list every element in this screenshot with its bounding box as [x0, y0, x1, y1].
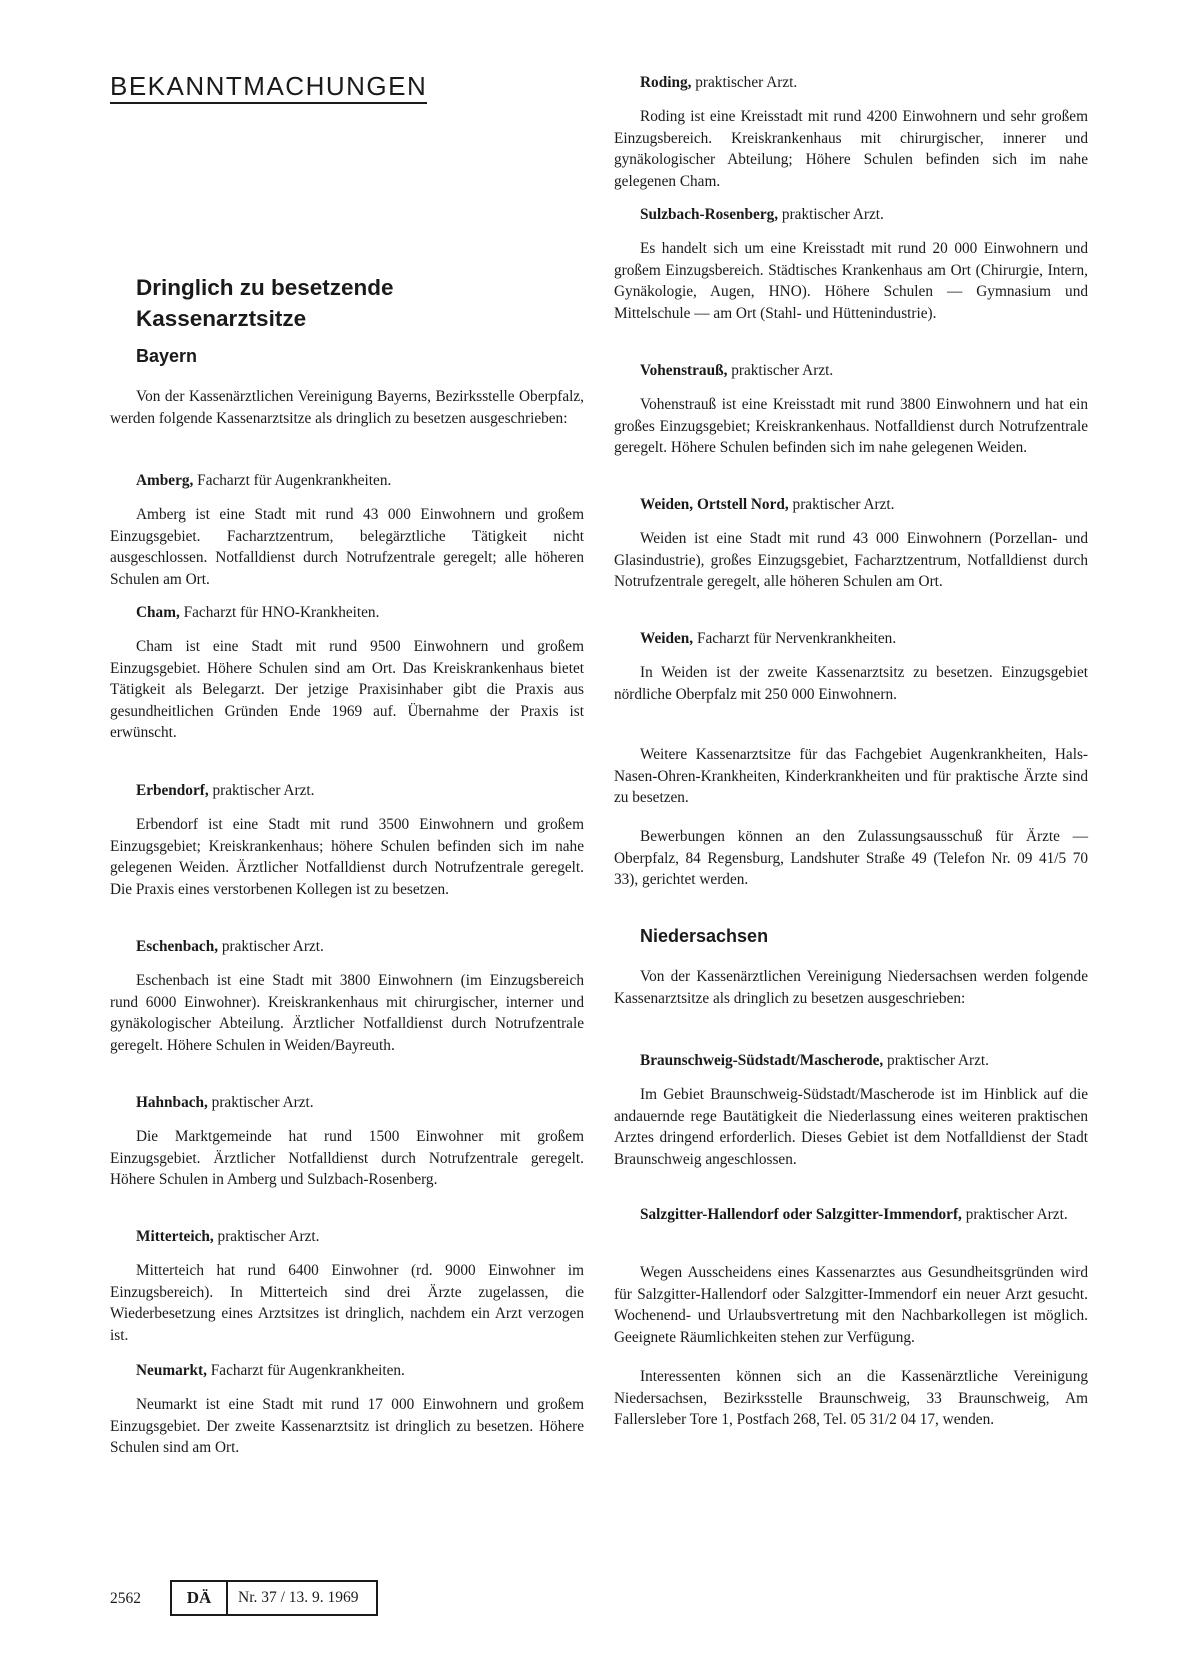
- entry-text: Roding ist eine Kreisstadt mit rund 4200 Einwohnern und sehr großem Einzugsbereich. Kreiskrankenhaus mit chirurgischer, innerer und gynäkologischer Abteilung; Höhere Schulen befinden sich im nahe gelegenen Cham.: [614, 108, 1088, 190]
- entry-place: Eschenbach,: [136, 938, 219, 955]
- entry-place: Salzgitter-Hallendorf oder Salzgitter-Immendorf,: [640, 1206, 962, 1223]
- entry-title: [110, 470, 584, 492]
- entry-title: [614, 1050, 1088, 1072]
- entry-title: [110, 780, 584, 802]
- entry-text: Es handelt sich um eine Kreisstadt mit rund 20 000 Einwohnern und großem Einzugsbereich. Städtisches Krankenhaus am Ort (Chirurgie, Intern, Gynäkologie, Augen, HNO). Höhere Schulen — Gymnasium und Mittelschule — am Ort (Stahl- und Hüttenindustrie).: [614, 240, 1088, 322]
- entry-role: praktischer Arzt.: [691, 74, 798, 91]
- entry-role: praktischer Arzt.: [213, 1228, 320, 1245]
- entry-place: Neumarkt,: [136, 1362, 207, 1379]
- entry-place: Amberg,: [136, 472, 194, 489]
- intro-bayern: Von der Kassenärztlichen Vereinigung Bayerns, Bezirksstelle Oberpfalz, werden folgende Kassenarztsitze als dringlich zu besetzen ausgeschrieben:: [110, 388, 584, 427]
- entry-text: Cham ist eine Stadt mit rund 9500 Einwohnern und großem Einzugsgebiet. Höhere Schulen sind am Ort. Das Kreiskrankenhaus bietet Tätigkeit als Belegarzt. Der jetzige Praxisinhaber gibt die Praxis aus gesundheitlichen Gründen Ende 1969 auf. Übernahme der Praxis ist erwünscht.: [110, 638, 584, 741]
- entry-title: [614, 360, 1088, 382]
- entry-text: Weiden ist eine Stadt mit rund 43 000 Einwohnern (Porzellan- und Glasindustrie), großes Einzugsgebiet, Facharztzentrum, Notfalldienst durch Notrufzentrale geregelt, alle höheren Schulen am Ort.: [614, 530, 1088, 590]
- entry-title: [614, 204, 1088, 226]
- entry-place: Cham,: [136, 604, 180, 621]
- entry-title: [614, 72, 1088, 94]
- entry-text: Wegen Ausscheidens eines Kassenarztes aus Gesundheitsgründen wird für Salzgitter-Hallendorf oder Salzgitter-Immendorf ein neuer Arzt gesucht. Wochenend- und Urlaubsvertretung mit den Nachbarkollegen ist möglich. Geeignete Räumlichkeiten stehen zur Verfügung.: [614, 1264, 1088, 1346]
- further-positions: Weitere Kassenarztsitze für das Fachgebiet Augenkrankheiten, Hals-Nasen-Ohren-Krankheiten, Kinderkrankheiten und für praktische Ärzte sind zu besetzen.: [614, 746, 1088, 806]
- entry-place: Erbendorf,: [136, 782, 209, 799]
- entry-title: [110, 936, 584, 958]
- entry-title: [110, 1226, 584, 1248]
- entry-place: Braunschweig-Südstadt/Mascherode,: [640, 1052, 884, 1069]
- entry-place: Roding,: [640, 74, 692, 91]
- entry-text: Im Gebiet Braunschweig-Südstadt/Mascherode ist im Hinblick auf die andauernde rege Bautätigkeit die Niederlassung eines weiteren praktischen Arztes dringend erforderlich. Dieses Gebiet ist dem Notfalldienst der Stadt Braunschweig angeschlossen.: [614, 1086, 1088, 1168]
- entry-role: praktischer Arzt.: [207, 1094, 314, 1111]
- entry-text: Mitterteich hat rund 6400 Einwohner (rd. 9000 Einwohner im Einzugsbereich). In Mitterteich sind drei Ärzte zugelassen, die Wiederbesetzung eines Arztsitzes ist dringlich, nachdem ein Arzt verzogen ist.: [110, 1262, 584, 1344]
- entry-text: Vohenstrauß ist eine Kreisstadt mit rund 3800 Einwohnern und hat ein großes Einzugsgebiet; Kreiskrankenhaus. Notfalldienst durch Notrufzentrale geregelt. Höhere Schulen befinden sich im nahe gelegenen Weiden.: [614, 396, 1088, 456]
- applications-note: Bewerbungen können an den Zulassungsausschuß für Ärzte — Oberpfalz, 84 Regensburg, Landshuter Straße 49 (Telefon Nr. 09 41/5 70 33), gerichtet werden.: [614, 828, 1088, 888]
- entry-role: praktischer Arzt.: [883, 1052, 989, 1069]
- entry-place: Sulzbach-Rosenberg,: [640, 206, 779, 223]
- entry-title: [614, 628, 1088, 650]
- entry-role: praktischer Arzt.: [727, 362, 834, 379]
- entry-text: Eschenbach ist eine Stadt mit 3800 Einwohnern (im Einzugsbereich rund 6000 Einwohner). Kreiskrankenhaus mit chirurgischer, interner und gynäkologischer Abteilung. Ärztlicher Notfalldienst durch Notrufzentrale geregelt. Höhere Schulen in Weiden/Bayreuth.: [110, 972, 584, 1054]
- contact-niedersachsen: Interessenten können sich an die Kassenärztliche Vereinigung Niedersachsen, Bezirksstelle Braunschweig, 33 Braunschweig, Am Fallersleber Tore 1, Postfach 268, Tel. 05 31/2 04 17, wenden.: [614, 1368, 1088, 1428]
- region-heading-niedersachsen: Niedersachsen: [640, 926, 769, 946]
- title-line-1: Dringlich zu besetzende: [136, 275, 394, 300]
- journal-badge: [170, 1580, 378, 1616]
- entry-role: praktischer Arzt.: [788, 496, 895, 513]
- entry-text: Erbendorf ist eine Stadt mit rund 3500 Einwohnern und großem Einzugsgebiet; Kreiskrankenhaus; höhere Schulen befinden sich im nahe gelegenen Weiden. Ärztlicher Notfalldienst durch Notrufzentrale geregelt. Die Praxis eines verstorbenen Kollegen ist zu besetzen.: [110, 816, 584, 898]
- journal-logo: DÄ: [172, 1582, 228, 1614]
- entry-role: praktischer Arzt.: [961, 1206, 1068, 1223]
- entry-text: Neumarkt ist eine Stadt mit rund 17 000 Einwohnern und großem Einzugsgebiet. Der zweite Kassenarztsitz ist dringlich zu besetzen. Höhere Schulen sind am Ort.: [110, 1396, 584, 1456]
- section-header: BEKANNTMACHUNGEN: [110, 72, 427, 104]
- region-heading-bayern: Bayern: [136, 346, 198, 366]
- entry-role: praktischer Arzt.: [778, 206, 884, 223]
- entry-place: Weiden,: [640, 630, 694, 647]
- page-number: 2562: [110, 1590, 141, 1607]
- entry-role: Facharzt für HNO-Krankheiten.: [179, 604, 380, 621]
- entry-role: Facharzt für Nervenkrankheiten.: [693, 630, 897, 647]
- entry-title: [614, 494, 1088, 516]
- entry-title: [110, 602, 584, 624]
- entry-place: Weiden, Ortstell Nord,: [640, 496, 789, 513]
- intro-niedersachsen: Von der Kassenärztlichen Vereinigung Niedersachsen werden folgende Kassenarztsitze als dringlich zu besetzen ausgeschrieben:: [614, 968, 1088, 1007]
- entry-text: In Weiden ist der zweite Kassenarztsitz zu besetzen. Einzugsgebiet nördliche Oberpfalz mit 250 000 Einwohnern.: [614, 664, 1088, 703]
- entry-place: Mitterteich,: [136, 1228, 214, 1245]
- entry-text: Amberg ist eine Stadt mit rund 43 000 Einwohnern und großem Einzugsgebiet. Facharztzentrum, belegärztliche Tätigkeit nicht ausgeschlossen. Notfalldienst durch Notrufzentrale geregelt; alle höheren Schulen am Ort.: [110, 506, 584, 588]
- entry-title: [110, 1360, 584, 1382]
- entry-role: praktischer Arzt.: [208, 782, 315, 799]
- entry-role: Facharzt für Augenkrankheiten.: [206, 1362, 405, 1379]
- entry-title: [110, 1092, 584, 1114]
- entry-place: Hahnbach,: [136, 1094, 208, 1111]
- title-line-2: Kassenarztsitze: [136, 306, 307, 331]
- issue-number: Nr. 37 / 13. 9. 1969: [238, 1589, 359, 1606]
- main-title: [136, 272, 556, 334]
- entry-role: praktischer Arzt.: [218, 938, 324, 955]
- entry-place: Vohenstrauß,: [640, 362, 728, 379]
- entry-role: Facharzt für Augenkrankheiten.: [193, 472, 392, 489]
- entry-text: Die Marktgemeinde hat rund 1500 Einwohner mit großem Einzugsgebiet. Ärztlicher Notfalldienst durch Notrufzentrale geregelt. Höhere Schulen in Amberg und Sulzbach-Rosenberg.: [110, 1128, 584, 1188]
- entry-title: [614, 1204, 1088, 1226]
